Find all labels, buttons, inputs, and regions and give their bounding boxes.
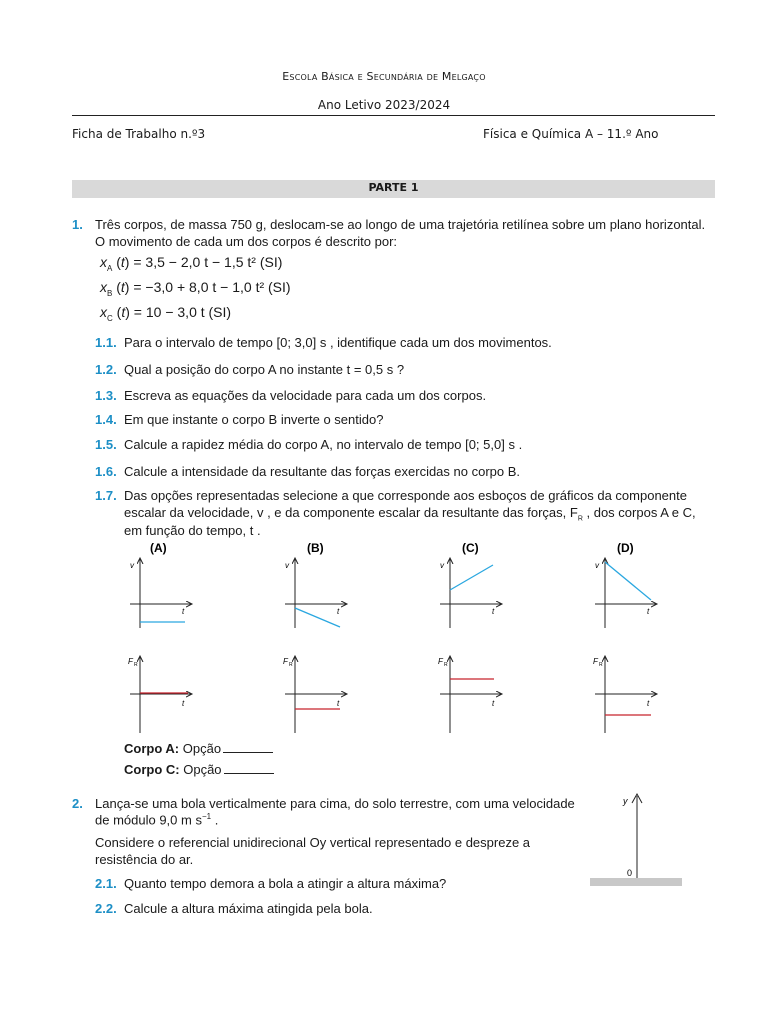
t-axis-label: t [337,607,340,616]
f-axis-sub: R [134,662,138,668]
f-axis-sub: R [289,662,293,668]
subquestion-text: Em que instante o corpo B inverte o sentido? [124,412,384,427]
velocity-line [450,565,493,590]
v-axis-label: v [595,561,599,570]
subquestion-number: 2.1. [95,876,117,891]
question-text: Lança-se uma bola verticalmente para cima, do solo terrestre, com uma velocidade [95,796,575,811]
y-axis-label: y [623,796,628,806]
option-d-graphs [593,541,657,733]
t-axis-label: t [337,699,340,708]
subquestion-text: Quanto tempo demora a bola a atingir a altura máxima? [124,876,447,891]
answer-line-a: Corpo A: Opção [124,741,273,756]
question-text: resistência do ar. [95,852,194,867]
question-number: 1. [72,217,83,232]
origin-label: 0 [627,868,633,878]
option-c-graphs [438,541,502,733]
f-axis-label: F [283,657,288,666]
option-label: (B) [307,541,324,555]
f-axis-sub: R [599,662,603,668]
f-axis-label: F [128,657,133,666]
equation-b: $x_B$ (t) = −3,0 + 8,0 t − 1,0 t² (SI) [100,279,291,298]
subquestion-text: escalar da velocidade, v , e da componente escalar da resultante das forças, $F_R$ , dos corpos A e C, [124,505,696,523]
subquestion-text: Das opções representadas selecione a que corresponde aos esboços de gráficos da componente [124,488,687,503]
question-text: Considere o referencial unidirecional Oy vertical representado e despreze a [95,835,531,850]
subquestion-text: Qual a posição do corpo A no instante t = 0,5 s ? [124,362,405,377]
equation-c: $x_C$ (t) = 10 − 3,0 t (SI) [100,304,232,323]
subject-title: Física e Química A – 11.º Ano [483,127,659,141]
part-title: PARTE 1 [368,181,419,194]
question-text: O movimento de cada um dos corpos é descrito por: [95,234,398,249]
t-axis-label: t [492,699,495,708]
equation-a: $x_A$ (t) = 3,5 − 2,0 t − 1,5 t² (SI) [100,254,283,273]
subquestion-text: Calcule a rapidez média do corpo A, no intervalo de tempo [0; 5,0] s . [124,437,523,452]
subquestion-text: Escreva as equações da velocidade para cada um dos corpos. [124,388,487,403]
answer-blank-a[interactable] [223,743,273,753]
question-text: de módulo 9,0 m $s^{-1}$ . [95,812,219,828]
option-graphs [120,538,720,738]
option-label: (D) [617,541,634,555]
subquestion-number: 1.2. [95,362,117,377]
subquestion-number: 1.5. [95,437,117,452]
velocity-line [605,562,651,600]
subquestion-number: 1.4. [95,412,117,427]
subquestion-text: Calcule a altura máxima atingida pela bola. [124,901,373,916]
subquestion-number: 1.3. [95,388,117,403]
velocity-line [295,608,340,627]
subquestion-number: 1.7. [95,488,117,503]
subquestion-text: em função do tempo, t . [124,523,261,538]
option-b-graphs [283,541,347,733]
subquestion-number: 1.1. [95,335,117,350]
school-name: Escola Básica e Secundária de Melgaço [282,70,486,83]
f-axis-sub: R [444,662,448,668]
school-year: Ano Letivo 2023/2024 [317,98,451,112]
v-axis-label: v [130,561,134,570]
oy-reference-diagram [585,788,695,893]
f-axis-label: F [593,657,598,666]
t-axis-label: t [492,607,495,616]
subquestion-text: Calcule a intensidade da resultante das forças exercidas no corpo B. [124,464,521,479]
subquestion-number: 1.6. [95,464,117,479]
option-a-graphs [128,541,192,733]
answer-blank-c[interactable] [224,764,274,774]
t-axis-label: t [647,607,650,616]
t-axis-label: t [182,699,185,708]
t-axis-label: t [182,607,185,616]
worksheet-title: Ficha de Trabalho n.º3 [72,127,206,141]
subquestion-text: Para o intervalo de tempo [0; 3,0] s , identifique cada um dos movimentos. [124,335,552,350]
question-number: 2. [72,796,83,811]
header-divider [72,115,715,116]
v-axis-label: v [440,561,444,570]
answer-line-c: Corpo C: Opção [124,762,274,777]
option-label: (C) [462,541,479,555]
t-axis-label: t [647,699,650,708]
option-label: (A) [150,541,167,555]
f-axis-label: F [438,657,443,666]
ground [590,878,682,886]
question-text: Três corpos, de massa 750 g, deslocam-se ao longo de uma trajetória retilínea sobre um plano horizontal. [95,217,706,232]
subquestion-number: 2.2. [95,901,117,916]
v-axis-label: v [285,561,289,570]
